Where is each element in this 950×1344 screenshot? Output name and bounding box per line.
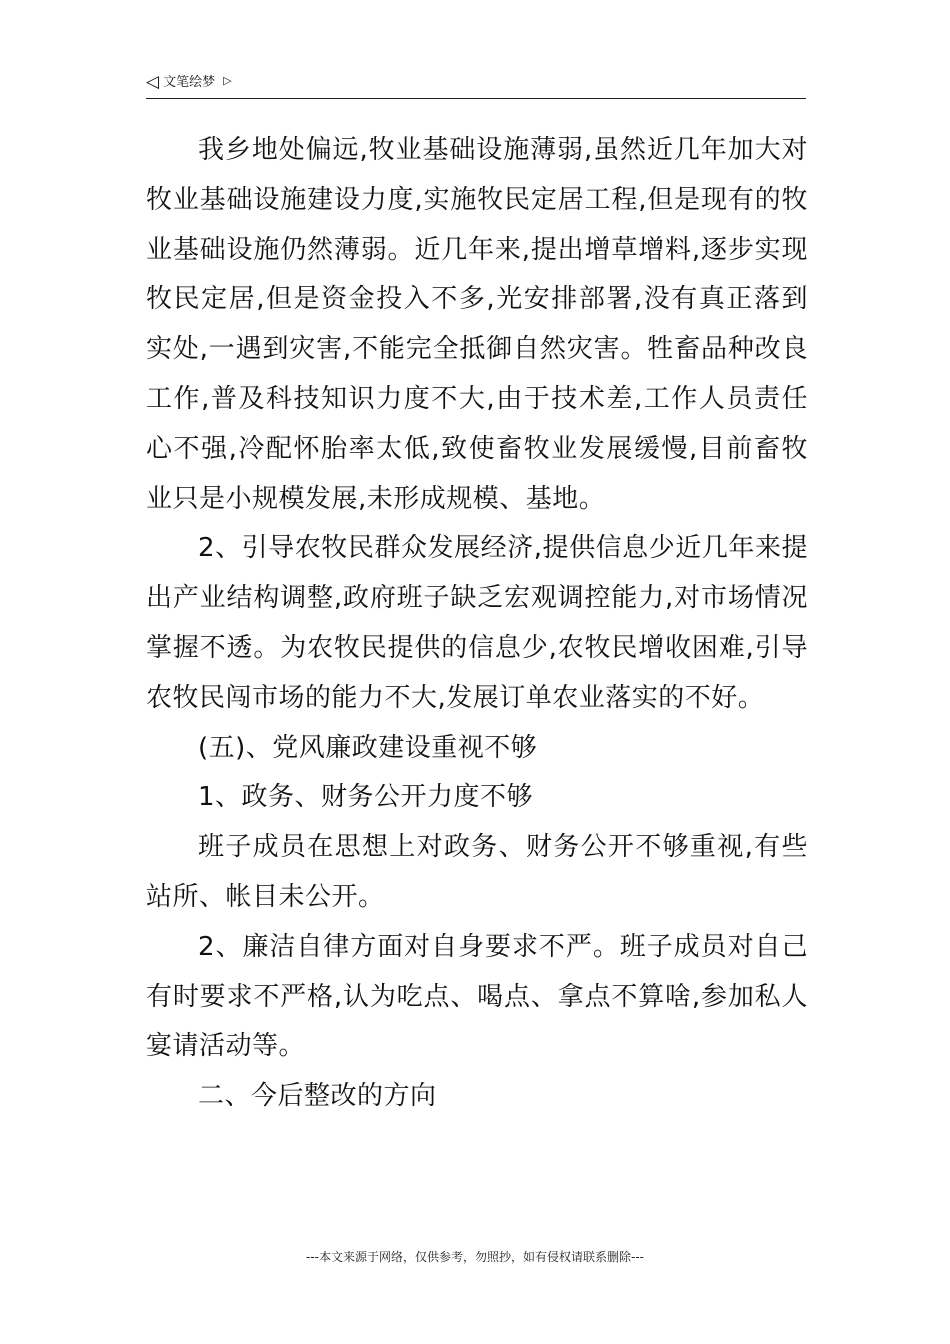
paragraph-livestock-infrastructure: 我乡地处偏远,牧业基础设施薄弱,虽然近几年加大对牧业基础设施建设力度,实施牧民定居工程,但是现有的牧业基础设施仍然薄弱。近几年来,提出增草增料,逐步实现牧民定居,但是资金投入不多,光安排部署,没有真正落到实处,一遇到灾害,不能完全抵御自然灾害。牲畜品种改良工作,普及科技知识力度不大,由于技术差,工作人员责任心不强,冷配怀胎率太低,致使畜牧业发展缓慢,目前畜牧业只是小规模发展,未形成规模、基地。	[146, 135, 808, 514]
right-arrow-icon: ▷	[223, 74, 232, 87]
header-brand: 文笔绘梦	[163, 75, 216, 90]
footer-disclaimer: ---本文来源于网络，仅供参考，勿照抄，如有侵权请联系删除---	[306, 1250, 644, 1264]
paragraph-economic-guidance: 2、引导农牧民群众发展经济,提供信息少近几年来提出产业结构调整,政府班子缺乏宏观调控能力,对市场情况掌握不透。为农牧民提供的信息少,农牧民增收困难,引导农牧民闯市场的能力不大,发展订单农业落实的不好。	[146, 533, 808, 713]
subheading-transparency: 1、政务、财务公开力度不够	[198, 782, 534, 813]
left-arrow-icon: ◁	[146, 72, 160, 92]
paragraph-self-discipline: 2、廉洁自律方面对自身要求不严。班子成员对自己有时要求不严格,认为吃点、喝点、拿点不算啥,参加私人宴请活动等。	[146, 931, 808, 1062]
section-heading-party-conduct: (五)、党风廉政建设重视不够	[198, 732, 538, 763]
section-heading-rectification: 二、今后整改的方向	[198, 1081, 437, 1112]
document-body	[146, 126, 808, 1122]
paragraph-transparency: 班子成员在思想上对政务、财务公开不够重视,有些站所、帐目未公开。	[146, 832, 808, 912]
page-header	[146, 72, 806, 99]
